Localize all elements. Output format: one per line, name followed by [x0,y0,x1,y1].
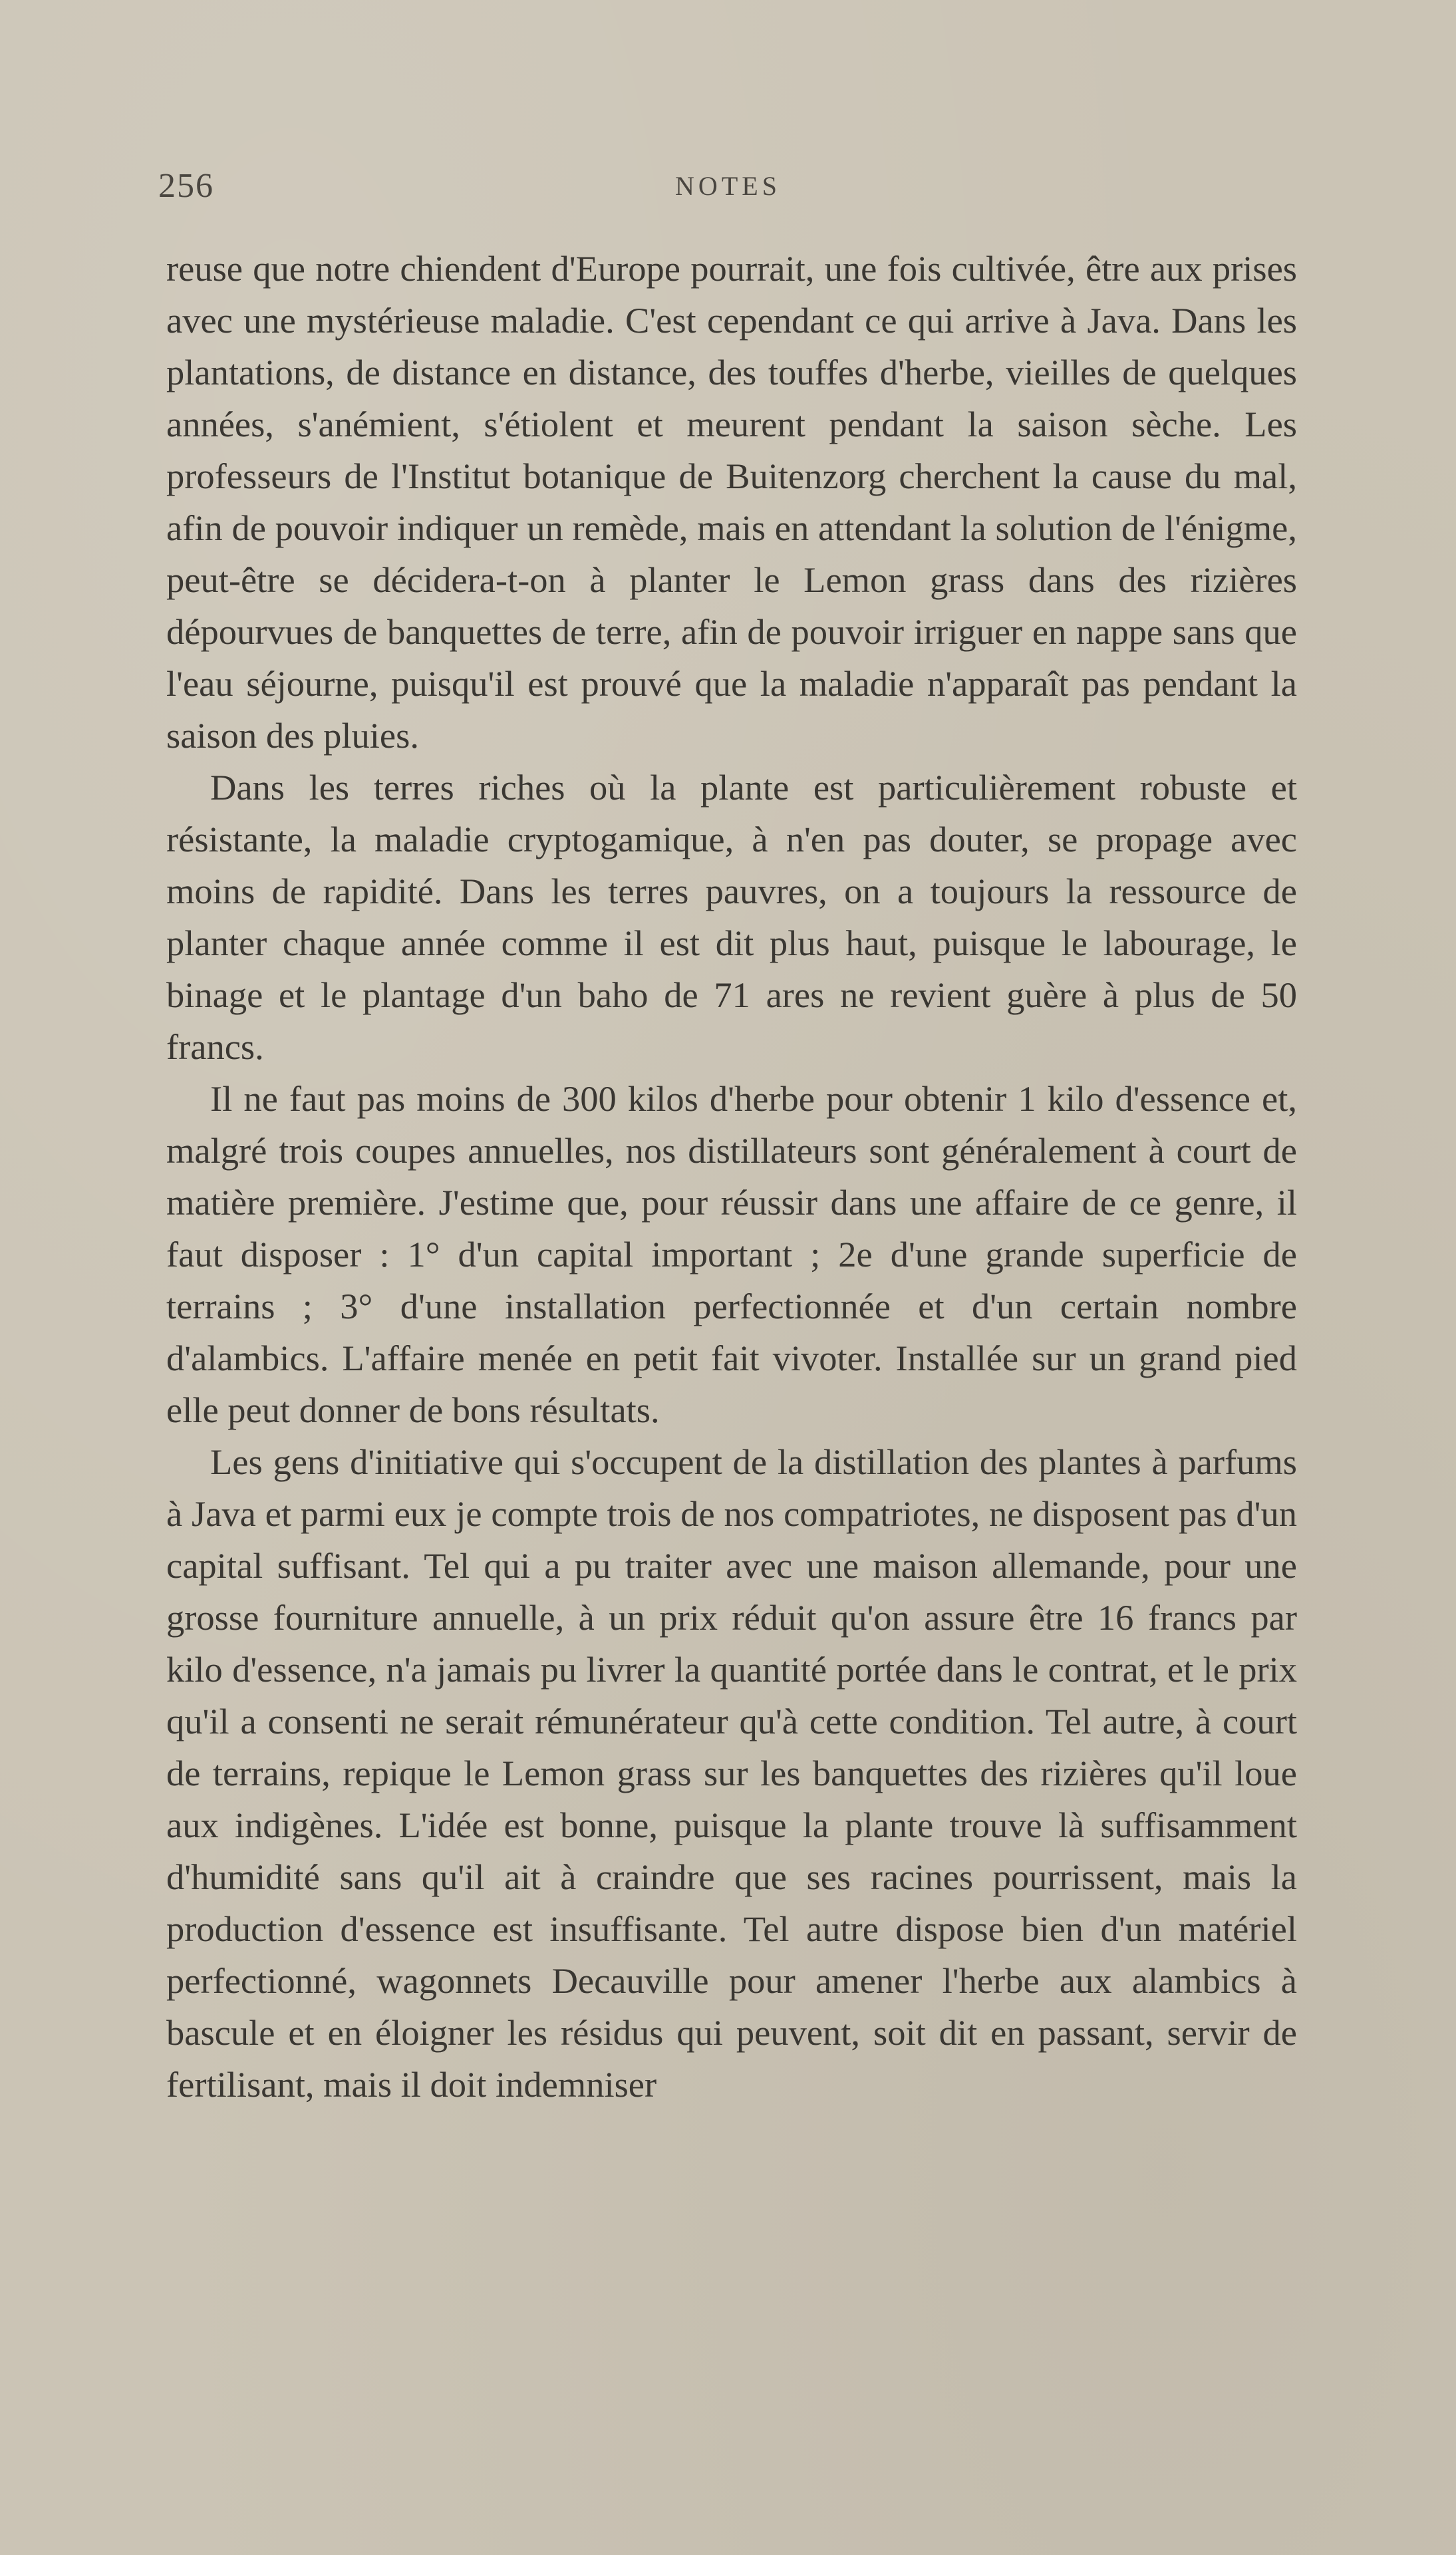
page-number: 256 [158,167,214,205]
paragraph-4: Les gens d'initiative qui s'occupent de la distillation des plantes à parfums à Java et parmi eux je compte trois de nos compatriotes, ne disposent pas d'un capital suffisant. Tel qui a pu traiter avec une maison allemande, pour une grosse fourniture annuelle, à un prix réduit qu'on assure être 16 francs par kilo d'essence, n'a jamais pu livrer la quantité portée dans le contrat, et le prix qu'il a consenti ne serait rémunérateur qu'à cette condition. Tel autre, à court de terrains, repique le Lemon grass sur les banquettes des rizières qu'il loue aux indigènes. L'idée est bonne, puisque la plante trouve là suffisamment d'humidité sans qu'il ait à craindre que ses racines pourrissent, mais la production d'essence est insuffisante. Tel autre dispose bien d'un matériel perfectionné, wagonnets Decauville pour amener l'herbe aux alambics à bascule et en éloigner les résidus qui peuvent, soit dit en passant, servir de fertilisant, mais il doit indemniser [166,1441,1297,2105]
paragraph-3: Il ne faut pas moins de 300 kilos d'herbe pour obtenir 1 kilo d'essence et, malgré trois coupes annuelles, nos distillateurs sont généralement à court de matière première. J'estime que, pour réussir dans une affaire de ce genre, il faut disposer : 1° d'un capital important ; 2e d'une grande superficie de terrains ; 3° d'une installation perfectionnée et d'un certain nombre d'alambics. L'affaire menée en petit fait vivoter. Installée sur un grand pied elle peut donner de bons résultats. [166,1078,1297,1430]
paragraph-1: reuse que notre chiendent d'Europe pourrait, une fois cultivée, être aux prises avec une mystérieuse maladie. C'est cependant ce qui arrive à Java. Dans les plantations, de distance en distance, des touffes d'herbe, vieilles de quelques années, s'anémient, s'étiolent et meurent pendant la saison sèche. Les professeurs de l'Institut botanique de Buitenzorg cherchent la cause du mal, afin de pouvoir indiquer un remède, mais en attendant la solution de l'énigme, peut-être se décidera-t-on à planter le Lemon grass dans des rizières dépourvues de banquettes de terre, afin de pouvoir irriguer en nappe sans que l'eau séjourne, puisqu'il est prouvé que la maladie n'apparaît pas pendant la saison des pluies. [166,248,1297,756]
running-head [0,166,1456,213]
paragraph-2: Dans les terres riches où la plante est particulièrement robuste et résistante, la maladie cryptogamique, à n'en pas douter, se propage avec moins de rapidité. Dans les terres pauvres, on a toujours la ressource de planter chaque année comme il est dit plus haut, puisque le labourage, le binage et le plantage d'un baho de 71 ares ne revient guère à plus de 50 francs. [166,767,1297,1067]
body-text [166,243,1297,2111]
running-title: NOTES [675,171,781,201]
